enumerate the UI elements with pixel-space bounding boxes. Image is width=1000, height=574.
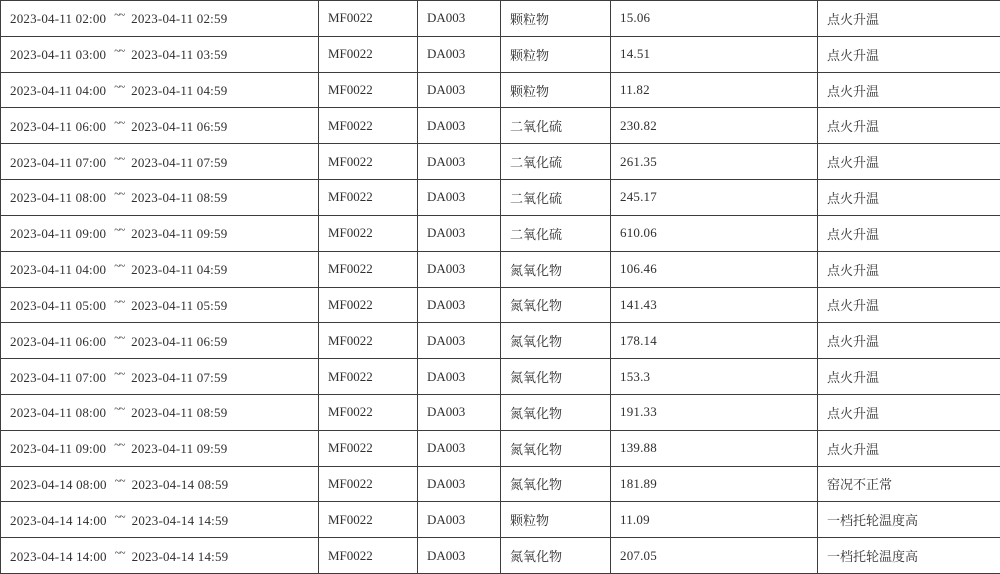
time-range-separator: ~~ [114, 295, 125, 308]
cell-device-code: DA003 [418, 180, 501, 216]
time-range-separator: ~~ [114, 224, 125, 237]
cell-device-code: DA003 [418, 72, 501, 108]
cell-pollutant: 氮氧化物 [501, 466, 611, 502]
table-row [1, 108, 1000, 144]
time-start: 2023-04-11 06:00 [10, 118, 107, 134]
cell-pollutant: 二氧化硫 [501, 144, 611, 180]
cell-device-code: DA003 [418, 538, 501, 574]
cell-value: 139.88 [611, 430, 818, 466]
cell-time-range [1, 287, 319, 323]
time-range-separator: ~~ [114, 45, 125, 58]
cell-reason: 点火升温 [818, 36, 1000, 72]
time-range-separator: ~~ [114, 152, 125, 165]
time-end: 2023-04-11 09:59 [131, 441, 228, 457]
cell-pollutant: 二氧化硫 [501, 215, 611, 251]
cell-device-code: DA003 [418, 36, 501, 72]
cell-value: 610.06 [611, 215, 818, 251]
cell-value: 178.14 [611, 323, 818, 359]
cell-reason: 一档托轮温度高 [818, 538, 1000, 574]
time-range-separator: ~~ [114, 188, 125, 201]
time-range-separator: ~~ [114, 510, 125, 523]
cell-time-range [1, 394, 319, 430]
time-end: 2023-04-11 02:59 [131, 11, 228, 27]
time-start: 2023-04-11 04:00 [10, 83, 107, 99]
cell-pollutant: 氮氧化物 [501, 287, 611, 323]
cell-reason: 点火升温 [818, 144, 1000, 180]
cell-station-code: MF0022 [319, 215, 418, 251]
cell-pollutant: 氮氧化物 [501, 359, 611, 395]
cell-device-code: DA003 [418, 323, 501, 359]
cell-time-range [1, 430, 319, 466]
time-start: 2023-04-11 09:00 [10, 226, 107, 242]
cell-pollutant: 氮氧化物 [501, 430, 611, 466]
table-row [1, 538, 1000, 574]
cell-reason: 点火升温 [818, 323, 1000, 359]
cell-reason: 点火升温 [818, 108, 1000, 144]
cell-time-range [1, 180, 319, 216]
table-body [1, 1, 1000, 574]
time-end: 2023-04-11 05:59 [131, 297, 228, 313]
cell-time-range [1, 323, 319, 359]
table-row [1, 36, 1000, 72]
time-end: 2023-04-11 03:59 [131, 47, 228, 63]
cell-station-code: MF0022 [319, 323, 418, 359]
cell-time-range [1, 502, 319, 538]
cell-reason: 窑况不正常 [818, 466, 1000, 502]
cell-station-code: MF0022 [319, 430, 418, 466]
cell-value: 14.51 [611, 36, 818, 72]
table-row [1, 502, 1000, 538]
time-range-separator: ~~ [114, 9, 125, 22]
cell-device-code: DA003 [418, 108, 501, 144]
cell-pollutant: 氮氧化物 [501, 251, 611, 287]
cell-station-code: MF0022 [319, 108, 418, 144]
cell-value: 261.35 [611, 144, 818, 180]
cell-pollutant: 氮氧化物 [501, 323, 611, 359]
cell-value: 181.89 [611, 466, 818, 502]
time-start: 2023-04-14 14:00 [10, 512, 107, 528]
time-start: 2023-04-11 08:00 [10, 405, 107, 421]
table-row [1, 394, 1000, 430]
cell-reason: 点火升温 [818, 394, 1000, 430]
cell-time-range [1, 466, 319, 502]
time-end: 2023-04-11 06:59 [131, 333, 228, 349]
cell-time-range [1, 251, 319, 287]
table-row [1, 1, 1000, 37]
time-start: 2023-04-14 08:00 [10, 476, 107, 492]
cell-pollutant: 颗粒物 [501, 72, 611, 108]
cell-value: 141.43 [611, 287, 818, 323]
cell-station-code: MF0022 [319, 359, 418, 395]
cell-time-range [1, 108, 319, 144]
cell-value: 11.82 [611, 72, 818, 108]
time-start: 2023-04-11 04:00 [10, 262, 107, 278]
table-row [1, 215, 1000, 251]
cell-device-code: DA003 [418, 144, 501, 180]
cell-station-code: MF0022 [319, 72, 418, 108]
table-row [1, 287, 1000, 323]
time-end: 2023-04-14 14:59 [131, 512, 229, 528]
time-range-separator: ~~ [114, 367, 125, 380]
cell-device-code: DA003 [418, 287, 501, 323]
cell-device-code: DA003 [418, 251, 501, 287]
time-end: 2023-04-14 14:59 [131, 548, 229, 564]
cell-pollutant: 氮氧化物 [501, 538, 611, 574]
cell-value: 191.33 [611, 394, 818, 430]
time-end: 2023-04-11 04:59 [131, 262, 228, 278]
time-start: 2023-04-11 02:00 [10, 11, 107, 27]
cell-reason: 点火升温 [818, 251, 1000, 287]
cell-value: 15.06 [611, 1, 818, 37]
time-start: 2023-04-11 08:00 [10, 190, 107, 206]
cell-value: 207.05 [611, 538, 818, 574]
cell-device-code: DA003 [418, 466, 501, 502]
cell-value: 11.09 [611, 502, 818, 538]
cell-pollutant: 二氧化硫 [501, 180, 611, 216]
time-start: 2023-04-11 06:00 [10, 333, 107, 349]
cell-device-code: DA003 [418, 430, 501, 466]
time-end: 2023-04-11 08:59 [131, 405, 228, 421]
time-end: 2023-04-11 07:59 [131, 154, 228, 170]
time-start: 2023-04-11 03:00 [10, 47, 107, 63]
cell-pollutant: 颗粒物 [501, 502, 611, 538]
cell-reason: 点火升温 [818, 215, 1000, 251]
time-start: 2023-04-14 14:00 [10, 548, 107, 564]
time-end: 2023-04-11 04:59 [131, 83, 228, 99]
cell-reason: 点火升温 [818, 180, 1000, 216]
cell-station-code: MF0022 [319, 538, 418, 574]
table-row [1, 180, 1000, 216]
cell-reason: 点火升温 [818, 1, 1000, 37]
cell-device-code: DA003 [418, 359, 501, 395]
time-range-separator: ~~ [114, 439, 125, 452]
cell-time-range [1, 215, 319, 251]
cell-station-code: MF0022 [319, 466, 418, 502]
cell-station-code: MF0022 [319, 287, 418, 323]
cell-station-code: MF0022 [319, 502, 418, 538]
table-row [1, 251, 1000, 287]
table-row [1, 72, 1000, 108]
table-row [1, 466, 1000, 502]
cell-station-code: MF0022 [319, 180, 418, 216]
cell-station-code: MF0022 [319, 36, 418, 72]
cell-pollutant: 颗粒物 [501, 1, 611, 37]
cell-pollutant: 二氧化硫 [501, 108, 611, 144]
cell-device-code: DA003 [418, 502, 501, 538]
cell-reason: 点火升温 [818, 359, 1000, 395]
time-end: 2023-04-14 08:59 [131, 476, 229, 492]
time-end: 2023-04-11 06:59 [131, 118, 228, 134]
table-row [1, 430, 1000, 466]
cell-value: 106.46 [611, 251, 818, 287]
table-row [1, 144, 1000, 180]
cell-time-range [1, 359, 319, 395]
cell-time-range [1, 72, 319, 108]
cell-device-code: DA003 [418, 394, 501, 430]
cell-station-code: MF0022 [319, 251, 418, 287]
time-start: 2023-04-11 09:00 [10, 441, 107, 457]
cell-device-code: DA003 [418, 215, 501, 251]
cell-station-code: MF0022 [319, 1, 418, 37]
time-range-separator: ~~ [114, 81, 125, 94]
cell-time-range [1, 36, 319, 72]
cell-reason: 点火升温 [818, 287, 1000, 323]
cell-time-range [1, 144, 319, 180]
time-end: 2023-04-11 07:59 [131, 369, 228, 385]
cell-station-code: MF0022 [319, 144, 418, 180]
time-start: 2023-04-11 07:00 [10, 369, 107, 385]
time-range-separator: ~~ [114, 546, 125, 559]
time-range-separator: ~~ [114, 260, 125, 273]
time-start: 2023-04-11 05:00 [10, 297, 107, 313]
cell-time-range [1, 538, 319, 574]
cell-time-range [1, 1, 319, 37]
time-end: 2023-04-11 08:59 [131, 190, 228, 206]
time-range-separator: ~~ [114, 403, 125, 416]
cell-value: 153.3 [611, 359, 818, 395]
cell-value: 230.82 [611, 108, 818, 144]
cell-value: 245.17 [611, 180, 818, 216]
time-end: 2023-04-11 09:59 [131, 226, 228, 242]
table-row [1, 323, 1000, 359]
time-range-separator: ~~ [114, 116, 125, 129]
cell-pollutant: 颗粒物 [501, 36, 611, 72]
cell-station-code: MF0022 [319, 394, 418, 430]
table-row [1, 359, 1000, 395]
cell-reason: 点火升温 [818, 72, 1000, 108]
cell-reason: 点火升温 [818, 430, 1000, 466]
time-range-separator: ~~ [114, 474, 125, 487]
cell-reason: 一档托轮温度高 [818, 502, 1000, 538]
cell-pollutant: 氮氧化物 [501, 394, 611, 430]
time-start: 2023-04-11 07:00 [10, 154, 107, 170]
time-range-separator: ~~ [114, 331, 125, 344]
cell-device-code: DA003 [418, 1, 501, 37]
